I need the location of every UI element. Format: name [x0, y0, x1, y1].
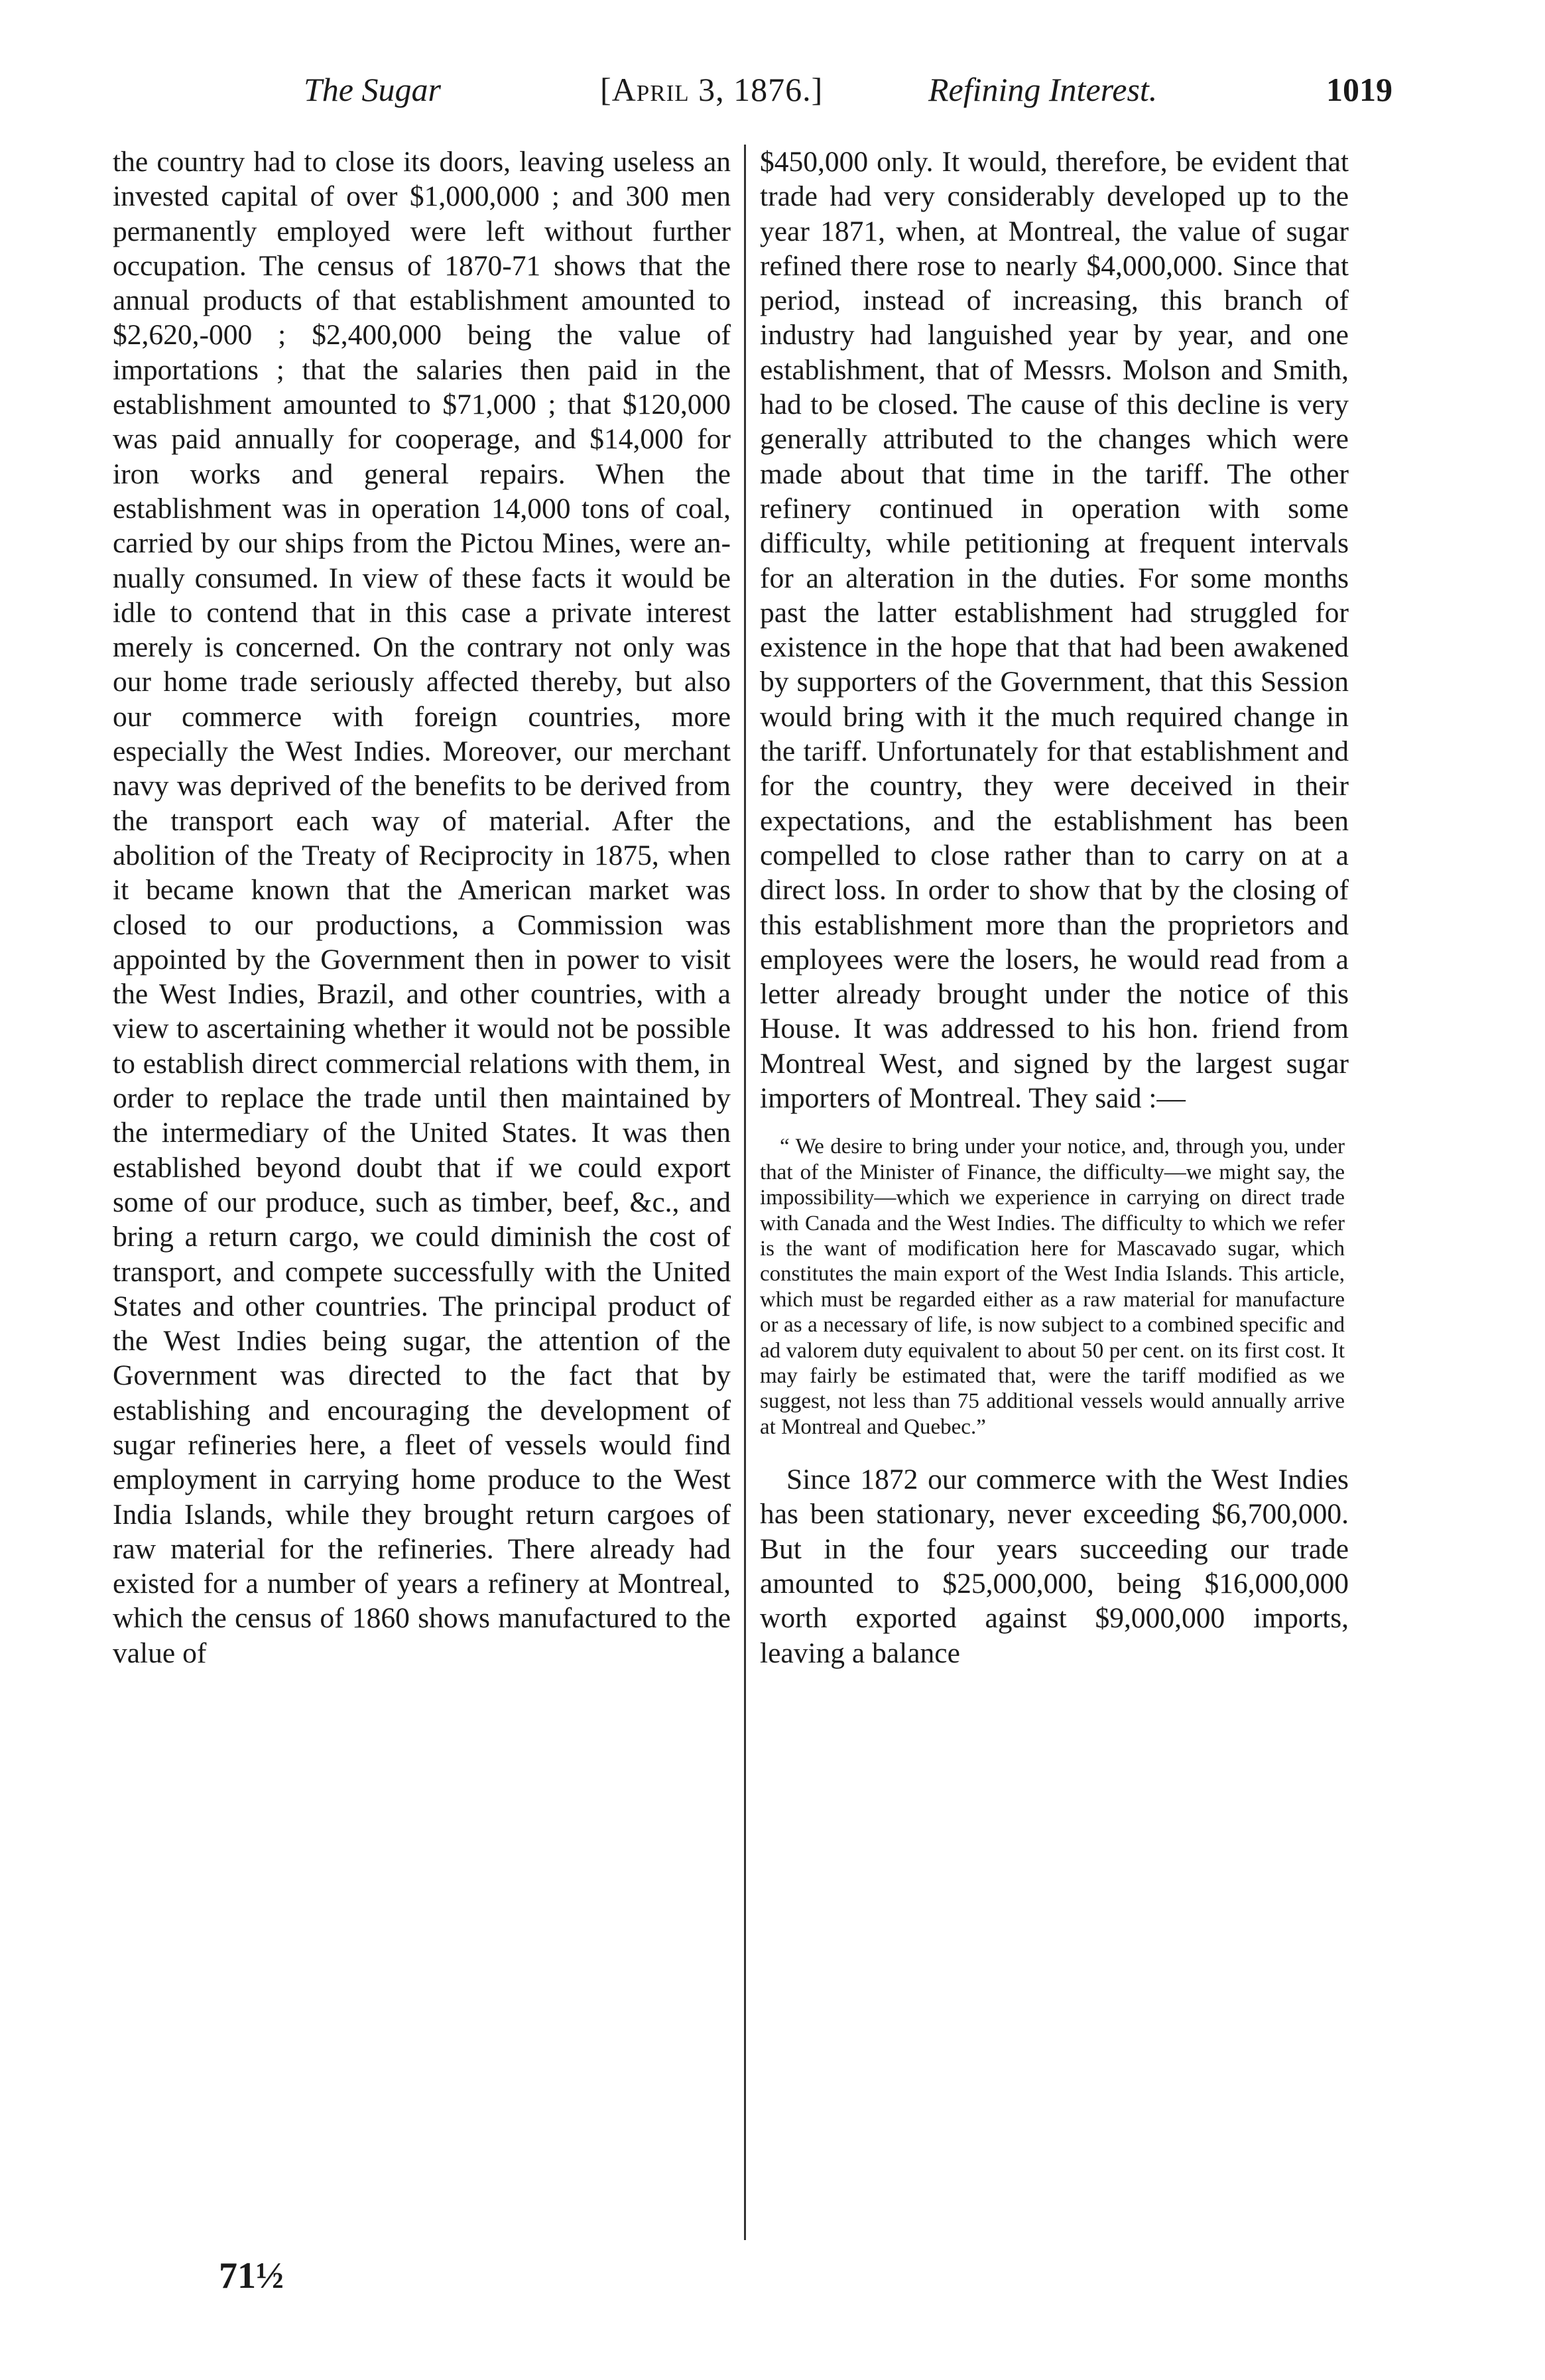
signature-mark: 71½ — [219, 2255, 284, 2296]
left-column — [113, 145, 731, 1670]
column-divider — [744, 145, 746, 2240]
page-number: 1019 — [1326, 71, 1392, 108]
header-right-title: Refining Interest. — [928, 71, 1158, 108]
running-header — [292, 70, 1392, 117]
closing-paragraph: Since 1872 our commerce with the West Indies has been stationary, never exceeding $6,700,000. But in the four years succeeding our trade amounted to $25,000,000, being $16,000,000 worth exported against $9,000,000 imports, leaving a balance — [760, 1464, 1349, 1669]
quoted-letter: “ We desire to bring under your notice, and, through you, under that of the Minister of Finance, the difficulty—we might say, the impossibility—which we experience in carrying on direct trade with Canada and the West Indies. The difficulty to which we refer is the want of modification here for Mascavado sugar, which constitutes the main export of the West India Islands. This article, which must be regarded either as a raw material for manufacture or as a necessary of life, is now subject to a combined specific and ad valorem duty equivalent to about 50 per cent. on its first cost. It may fairly be estimated that, were the tariff modified as we suggest, not less than 75 additional vessels would annually arrive at Montreal and Quebec.” — [760, 1135, 1345, 1439]
right-column — [760, 145, 1349, 1670]
header-date: [April 3, 1876.] — [600, 71, 824, 108]
header-left-title: The Sugar — [304, 71, 441, 108]
right-column-text: $450,000 only. It would, therefore, be evident that trade had very considerably developed up to the year 1871, when, at Montreal, the value of sugar refined there rose to nearly $4,000,000. Since that period, instead of increasing, this branch of industry had languished year by year, and one establishment, that of Messrs. Molson and Smith, had to be closed. The cause of this decline is very generally attributed to the changes which were made about that time in the tariff. The other refinery continued in operation with some difficulty, while petitioning at frequent intervals for an alteration in the duties. For some months past the latter establishment had struggled for existence in the hope that that had been awakened by supporters of the Government, that this Session would bring with it the much required change in the tariff. Unfortunately for that establishment and for the country, they were deceived in their expectations, and the establishment has been compelled to close rather than to carry on at a direct loss. In order to show that by the closing of this establishment more than the proprietors and employees were the losers, he would read from a letter already brought under the notice of this House. It was addressed to his hon. friend from Montreal West, and signed by the largest sugar importers of Montreal. They said :— — [760, 146, 1349, 1115]
left-column-text: the country had to close its doors, leaving useless an invested capital of over $1,000,000 ; and 300 men permanently employed were left without further occupation. The census of 1870-71 shows that the annual products of that establishment amounted to $2,620,-000 ; $2,400,000 being the value of importations ; that the salaries then paid in the establishment amounted to $71,000 ; that $120,000 was paid annually for cooperage, and $14,000 for iron works and general repairs. When the establishment was in operation 14,000 tons of coal, carried by our ships from the Pictou Mines, were annually consumed. In view of these facts it would be idle to contend that in this case a private interest merely is concerned. On the contrary not only was our home trade seriously affected thereby, but also our commerce with foreign countries, more especially the West Indies. Moreover, our merchant navy was deprived of the benefits to be derived from the transport each way of material. After the abolition of the Treaty of Reciprocity in 1875, when it became known that the American market was closed to our productions, a Commission was appointed by the Government then in power to visit the West Indies, Brazil, and other countries, with a view to ascertaining whether it would not be possible to establish direct commercial relations with them, in order to replace the trade until then maintained by the intermediary of the United States. It was then established beyond doubt that if we could export some of our produce, such as timber, beef, &c., and bring a return cargo, we could diminish the cost of transport, and compete successfully with the United States and other countries. The principal product of the West Indies being sugar, the attention of the Government was directed to the fact that by establishing and encouraging the development of sugar refineries here, a fleet of vessels would find employment in carrying home produce to the West India Islands, while they brought return cargoes of raw material for the refineries. There already had existed for a number of years a refinery at Montreal, which the census of 1860 shows manufactured to the value of — [113, 146, 731, 1669]
